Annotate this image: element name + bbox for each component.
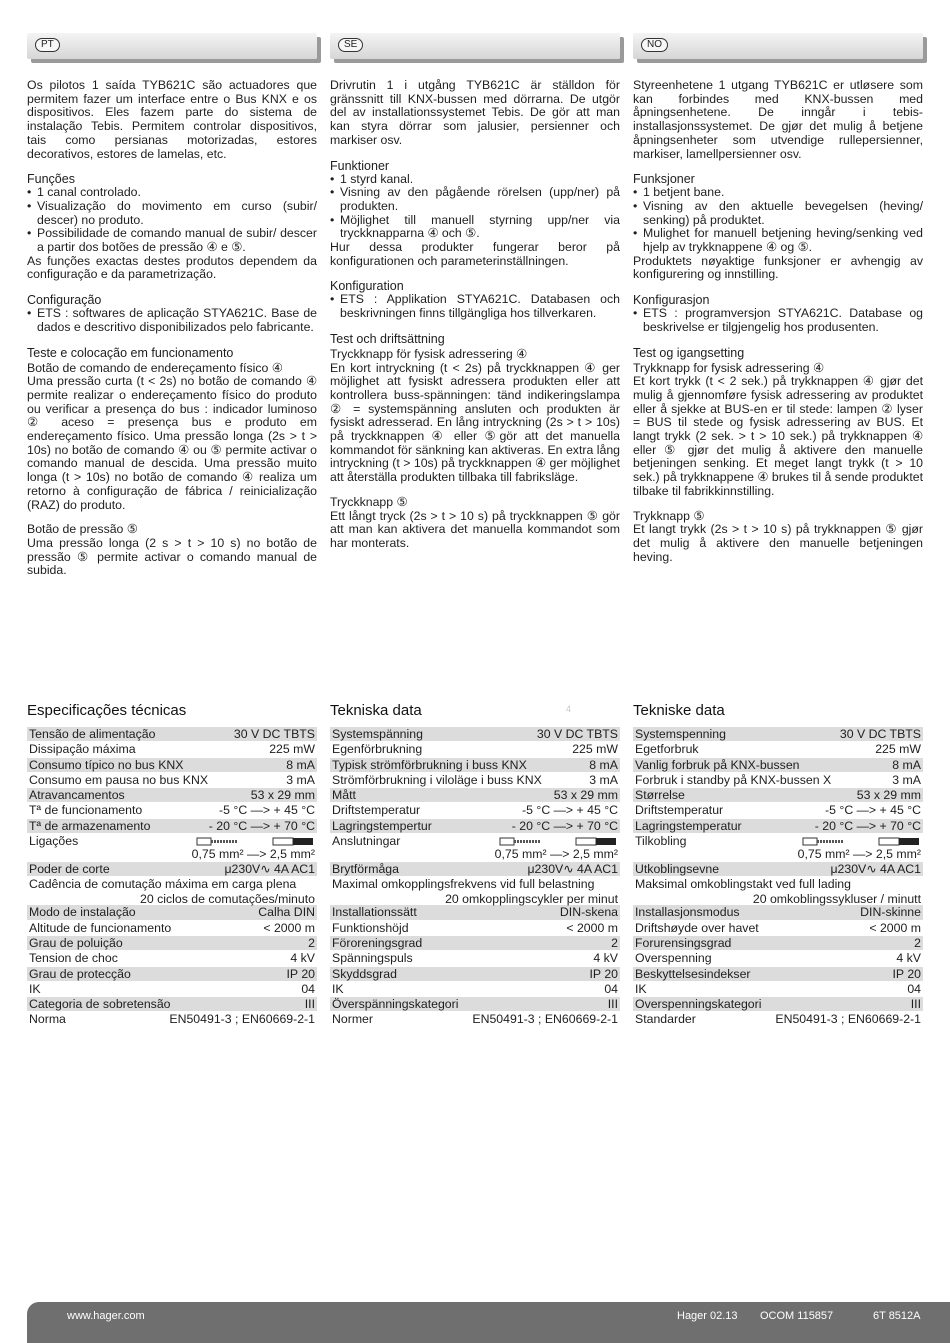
spec-value: EN50491-3 ; EN60669-2-1: [472, 1012, 618, 1027]
spec-row: [633, 877, 923, 905]
spec-value: IP 20: [589, 966, 618, 981]
function-item: • Possibilidade de comando manual de subir/ descer a partir dos botões de pressão ④ e ⑤.: [27, 227, 317, 254]
footer-bar: [27, 1302, 950, 1343]
spec-value: 30 V DC TBTS: [536, 727, 618, 741]
spec-row: [633, 862, 923, 877]
test-heading: Test og igangsetting: [633, 345, 745, 360]
spec-label: Lagringstemperatur: [635, 818, 742, 833]
function-item: • Visning av den pågående rörelsen (upp/ner) på produkten.: [330, 186, 620, 213]
spec-value: DIN-skinne: [860, 905, 921, 920]
column-body: [27, 79, 317, 578]
spec-label: Norma: [29, 1012, 66, 1027]
function-item: • Mulighet for manuell betjening heving/senking ved hjelp av trykknappene ④ og ⑤.: [633, 227, 923, 254]
spec-label: Tª de funcionamento: [29, 803, 143, 818]
spec-value: 0,75 mm² —> 2,5 mm²: [494, 847, 618, 862]
button4-text: Uma pressão curta (t < 2s) no botão de comando ④ permite realizar o endereçamento físico do produto ou verificar a presença do bus : indicador luminoso ② aceso = presença bus e produto em endereçamento físico. Uma pressão longa (2s > t > 10s) no botão de comando ④ ou ⑤ permite activar o comando manual de descida. Uma pressão muito longa (t > 10s) no botão de comando ④ realiza um retorno à configuração de fábrica / reinicialização (RAZ) do produto.: [27, 374, 317, 512]
test-heading: Teste e colocação em funcionamento: [27, 345, 234, 360]
spec-label: Forbruk i standby på KNX-bussen X: [635, 772, 832, 787]
function-item: • 1 betjent bane.: [633, 186, 923, 200]
spec-label: Standarder: [635, 1012, 696, 1027]
spec-row: [27, 862, 317, 877]
functions-note: Produktets nøyaktige funksjoner er avhengig av konfigurering og innstilling.: [633, 253, 923, 282]
spec-label: Egetforbruk: [635, 742, 699, 757]
language-header-bar: [27, 33, 317, 59]
configuration-heading: Konfiguration: [330, 279, 404, 294]
spec-row: [633, 773, 923, 788]
spec-row: [633, 727, 923, 742]
text-column-se: [330, 33, 620, 551]
spec-label: Tª de armazenamento: [29, 818, 151, 833]
spec-label: Cadência de comutação máxima em carga plena: [29, 877, 297, 892]
function-item: • Möjlighet till manuell styrning upp/ner via tryckknapparna ④ och ⑤.: [330, 214, 620, 241]
spec-value: 4 kV: [290, 951, 315, 966]
spec-row: [330, 951, 620, 966]
language-badge: NO: [641, 38, 668, 52]
spec-value: 20 omkopplingscykler per minut: [445, 891, 618, 906]
spec-label: Tension de choc: [29, 951, 118, 966]
spec-row: [27, 905, 317, 920]
spec-row: [330, 877, 620, 905]
spec-row: [27, 982, 317, 997]
spec-row: [27, 788, 317, 803]
spec-row: [633, 819, 923, 834]
spec-label: Overspenningskategori: [635, 997, 762, 1012]
spec-value: III: [304, 997, 315, 1012]
spec-row: [27, 921, 317, 936]
wire-icon: [195, 837, 315, 847]
spec-row: [27, 727, 317, 742]
footer-ocom: OCOM 115857: [760, 1310, 834, 1322]
spec-value: EN50491-3 ; EN60669-2-1: [775, 1012, 921, 1027]
intro-paragraph: Os pilotos 1 saída TYB621C são actuadores que permitem fazer um interface entre o Bus KNX e os dispositivos. Eles fazem parte do sistema de instalação Tebis. Permitem controlar dispositivos, tais como persianas motorizadas, estores decorativos, estores de lamelas, etc.: [27, 78, 317, 161]
footer-ref: 6T 8512A: [873, 1310, 921, 1322]
spec-label: Categoria de sobretensão: [29, 997, 171, 1012]
spec-label: Consumo típico no bus KNX: [29, 757, 184, 772]
spec-row: [27, 742, 317, 757]
spec-label: Tilkobling: [635, 834, 687, 849]
spec-row: [27, 819, 317, 834]
spec-row: [330, 936, 620, 951]
test-heading: Test och driftsättning: [330, 331, 445, 346]
intro-paragraph: Drivrutin 1 i utgång TYB621C är ställdon för gränssnitt till KNX-bussen med dörrarna. De utgör del av installationssystemet Tebis. De gör att man kan styra dörrar som jalusier, persienner och markiser osv.: [330, 78, 620, 147]
spec-label: Atravancamentos: [29, 788, 125, 803]
spec-value: 2: [308, 935, 315, 950]
spec-value: < 2000 m: [869, 920, 921, 935]
button4-heading: Tryckknapp för fysisk adressering ④: [330, 346, 528, 361]
spec-value: 0,75 mm² —> 2,5 mm²: [191, 847, 315, 862]
spec-value: 04: [604, 981, 618, 996]
spec-row: [633, 834, 923, 862]
spec-label: Mått: [332, 788, 356, 803]
spec-row: [330, 727, 620, 742]
spec-row: [633, 967, 923, 982]
spec-label: Driftstemperatur: [635, 803, 724, 818]
spec-value: 0,75 mm² —> 2,5 mm²: [797, 847, 921, 862]
spec-value: μ230V∿ 4A AC1: [527, 862, 618, 877]
spec-row: [27, 967, 317, 982]
spec-label: Normer: [332, 1012, 373, 1027]
spec-value: 8 mA: [892, 757, 921, 772]
function-item: • Visualização do movimento em curso (subir/ descer) no produto.: [27, 200, 317, 227]
functions-heading: Funksjoner: [633, 172, 695, 187]
footer-url[interactable]: www.hager.com: [67, 1310, 145, 1322]
spec-value: III: [910, 997, 921, 1012]
spec-value: 3 mA: [589, 772, 618, 787]
spec-value: 225 mW: [875, 742, 921, 757]
button5-heading: Tryckknapp ⑤: [330, 494, 408, 509]
spec-label: Funktionshöjd: [332, 920, 409, 935]
spec-value: < 2000 m: [566, 920, 618, 935]
spec-row: [633, 997, 923, 1012]
spec-label: Grau de protecção: [29, 966, 131, 981]
button4-text: En kort intryckning (t < 2s) på tryckknappen ④ ger möjlighet att fysiskt adressera produkten eller att kontrollera buss-spänningen: tänd indikeringslampa ② = systemspänning ansluten och produkten är fysiskt adresserad. En lång intryckning (2s > t > 10s) på tryckknappen ④ eller ⑤gör att det manuella kommandot för sänkning kan aktiveras. En extra lång intryckning (t > 10s) på tryckknappen ④ ger möjlighet att återställa produkten tillbaka till fabriksläge.: [330, 360, 620, 485]
spec-value: - 20 °C —> + 70 °C: [208, 818, 315, 833]
configuration-item: • ETS : softwares de aplicação STYA621C. Base de dados e descritivo disponibilizados pelo fabricante.: [27, 307, 317, 334]
spec-value: EN50491-3 ; EN60669-2-1: [169, 1012, 315, 1027]
spec-label: Tensão de alimentação: [29, 727, 156, 741]
wire-icon: [498, 837, 618, 847]
spec-value: 8 mA: [589, 757, 618, 772]
spec-row: [27, 773, 317, 788]
spec-row: [27, 936, 317, 951]
configuration-heading: Konfigurasjon: [633, 293, 710, 308]
spec-label: Vanlig forbruk på KNX-bussen: [635, 757, 800, 772]
configuration-item: • ETS : Applikation STYA621C. Databasen och beskrivningen finns tillgängliga hos tillverkaren.: [330, 293, 620, 320]
spec-value: - 20 °C —> + 70 °C: [511, 818, 618, 833]
spec-label: IK: [635, 981, 647, 996]
spec-row: [633, 788, 923, 803]
spec-label: Driftstemperatur: [332, 803, 421, 818]
column-body: [330, 79, 620, 551]
spec-value: 04: [301, 981, 315, 996]
spec-value: -5 °C —> + 45 °C: [219, 803, 315, 818]
spec-row: [330, 819, 620, 834]
function-item: • 1 canal controlado.: [27, 186, 317, 200]
spec-row: [330, 834, 620, 862]
spec-value: 4 kV: [593, 951, 618, 966]
column-body: [633, 79, 923, 564]
spec-row: [633, 921, 923, 936]
spec-label: IK: [29, 981, 41, 996]
spec-value: 30 V DC TBTS: [233, 727, 315, 741]
spec-title: Tekniske data: [633, 702, 725, 719]
spec-title: Tekniska data: [330, 702, 422, 719]
spec-value: IP 20: [286, 966, 315, 981]
spec-value: 53 x 29 mm: [856, 788, 921, 803]
spec-value: III: [607, 997, 618, 1012]
spec-label: Consumo em pausa no bus KNX: [29, 772, 209, 787]
spec-label: Skyddsgrad: [332, 966, 397, 981]
spec-value: 3 mA: [286, 772, 315, 787]
spec-row: [633, 742, 923, 757]
spec-label: Typisk strömförbrukning i buss KNX: [332, 757, 527, 772]
spec-value: -5 °C —> + 45 °C: [825, 803, 921, 818]
spec-label: Maksimal omkoblingstakt ved full lading: [635, 877, 851, 892]
spec-value: 2: [611, 935, 618, 950]
spec-row: [330, 967, 620, 982]
wire-diagram: [797, 834, 921, 862]
spec-label: Forurensingsgrad: [635, 935, 732, 950]
spec-value: 225 mW: [269, 742, 315, 757]
spec-label: Systemspenning: [635, 727, 726, 741]
wire-diagram: [191, 834, 315, 862]
spec-label: Maximal omkopplingsfrekvens vid full belastning: [332, 877, 595, 892]
spec-row: [633, 1012, 923, 1027]
spec-label: Systemspänning: [332, 727, 423, 741]
spec-row: [330, 758, 620, 773]
spec-value: μ230V∿ 4A AC1: [830, 862, 921, 877]
spec-label: Størrelse: [635, 788, 685, 803]
spec-label: Lagringstempertur: [332, 818, 432, 833]
spec-label: Installasjonsmodus: [635, 905, 740, 920]
spec-row: [330, 742, 620, 757]
spec-value: 20 ciclos de comutações/minuto: [140, 891, 315, 906]
function-item: • Visning av den aktuelle bevegelsen (heving/ senking) på produktet.: [633, 200, 923, 227]
language-badge: PT: [35, 38, 60, 52]
spec-label: Anslutningar: [332, 834, 401, 849]
spec-value: Calha DIN: [258, 905, 315, 920]
spec-table-no: [633, 702, 923, 1028]
spec-label: IK: [332, 981, 344, 996]
spec-label: Spänningspuls: [332, 951, 413, 966]
spec-label: Överspänningskategori: [332, 997, 459, 1012]
spec-label: Poder de corte: [29, 862, 110, 877]
configuration-item: • ETS : programversjon STYA621C. Database og beskrivelse er tilgjengelig hos produsenten.: [633, 307, 923, 334]
spec-value: 53 x 29 mm: [250, 788, 315, 803]
spec-value: 04: [907, 981, 921, 996]
spec-label: Utkoblingsevne: [635, 862, 720, 877]
spec-row: [330, 905, 620, 920]
spec-row: [330, 788, 620, 803]
spec-label: Egenförbrukning: [332, 742, 423, 757]
spec-row: [27, 803, 317, 818]
spec-label: Installationssätt: [332, 905, 417, 920]
button4-heading: Trykknapp for fysisk adressering ④: [633, 360, 824, 375]
spec-row: [330, 862, 620, 877]
spec-value: -5 °C —> + 45 °C: [522, 803, 618, 818]
spec-row: [27, 877, 317, 905]
configuration-heading: Configuração: [27, 293, 102, 308]
intro-paragraph: Styreenhetene 1 utgang TYB621C er utløsere som kan forbindes med KNX-bussen med åpningsenhetene. De inngår i tebis-installasjonssystemet. De gjør det mulig å betjene åpningsenheter som utvendige rullepersienner, markiser, lamellpersienner osv.: [633, 78, 923, 161]
spec-table-se: [330, 702, 620, 1028]
spec-value: 2: [914, 935, 921, 950]
wire-diagram: [494, 834, 618, 862]
language-badge: SE: [338, 38, 363, 52]
spec-label: Dissipação máxima: [29, 742, 136, 757]
spec-label: Grau de poluição: [29, 935, 123, 950]
spec-row: [633, 951, 923, 966]
spec-row: [633, 758, 923, 773]
button4-text: Et kort trykk (t < 2 sek.) på trykknappen ④ gjør det mulig å gjennomføre fysisk adressering av produktet eller å sjekke at BUS-en er til stede: lampen ② lyser = BUS til stede og fysisk adressering av BUS. Et langt trykk (2 sek. > t > 10 sek.) på trykknappen ④ eller ⑤ gjør det mulig å aktivere den manuelle betjeningen senking. Et meget langt trykk (t > 10 sek.) på trykknappene ④ brukes til å sende produktet tilbake til fabrikkinnstilling.: [633, 374, 923, 498]
spec-row: [330, 921, 620, 936]
button5-text: Ett långt tryck (2s > t > 10 s) på tryckknappen ⑤ gör att man kan aktivera det manuella kommandot som har monterats.: [330, 508, 620, 550]
spec-table-pt: [27, 702, 317, 1028]
spec-row: [330, 982, 620, 997]
spec-value: 20 omkoblingssykluser / minutt: [752, 891, 921, 906]
spec-label: Föroreningsgrad: [332, 935, 423, 950]
button5-text: Uma pressão longa (2 s > t > 10 s) no botão de pressão ⑤ permite activar o comando manual de subida.: [27, 535, 317, 578]
spec-title: Especificações técnicas: [27, 702, 187, 719]
spec-label: Brytförmåga: [332, 862, 399, 877]
text-column-no: [633, 33, 923, 564]
spec-value: 53 x 29 mm: [553, 788, 618, 803]
wire-icon: [801, 837, 921, 847]
spec-label: Driftshøyde over havet: [635, 920, 759, 935]
button5-heading: Trykknapp ⑤: [633, 508, 705, 523]
spec-value: μ230V∿ 4A AC1: [224, 862, 315, 877]
spec-row: [330, 997, 620, 1012]
language-header-bar: [633, 33, 923, 59]
functions-note: As funções exactas destes produtos dependem da configuração e da parametrização.: [27, 253, 317, 282]
spec-label: Altitude de funcionamento: [29, 920, 172, 935]
button5-heading: Botão de pressão ⑤: [27, 522, 138, 537]
spec-value: 3 mA: [892, 772, 921, 787]
spec-value: < 2000 m: [263, 920, 315, 935]
spec-row: [27, 834, 317, 862]
spec-value: DIN-skena: [559, 905, 618, 920]
spec-value: 4 kV: [896, 951, 921, 966]
spec-row: [633, 982, 923, 997]
spec-row: [27, 1012, 317, 1027]
spec-row: [330, 803, 620, 818]
spec-value: 225 mW: [572, 742, 618, 757]
spec-value: 8 mA: [286, 757, 315, 772]
text-column-pt: [27, 33, 317, 578]
spec-label: Ligações: [29, 834, 79, 849]
function-item: • 1 styrd kanal.: [330, 173, 620, 187]
functions-heading: Funções: [27, 172, 75, 187]
spec-row: [27, 758, 317, 773]
footer-date: Hager 02.13: [677, 1310, 738, 1322]
spec-row: [27, 997, 317, 1012]
spec-row: [633, 803, 923, 818]
page-number: 4: [566, 704, 572, 714]
spec-label: Strömförbrukning i viloläge i buss KNX: [332, 772, 542, 787]
spec-row: [633, 936, 923, 951]
functions-note: Hur dessa produkter fungerar beror på konfigurationen och parameterinställningen.: [330, 240, 620, 268]
spec-row: [633, 905, 923, 920]
button4-heading: Botão de comando de endereçamento físico ④: [27, 360, 283, 375]
spec-row: [27, 951, 317, 966]
spec-row: [330, 773, 620, 788]
spec-label: Modo de instalação: [29, 905, 136, 920]
spec-row: [330, 1012, 620, 1027]
language-header-bar: [330, 33, 620, 59]
spec-value: 30 V DC TBTS: [839, 727, 921, 741]
spec-label: Beskyttelsesindekser: [635, 966, 751, 981]
spec-value: - 20 °C —> + 70 °C: [814, 818, 921, 833]
functions-heading: Funktioner: [330, 158, 390, 173]
spec-value: IP 20: [892, 966, 921, 981]
spec-label: Overspenning: [635, 951, 712, 966]
button5-text: Et langt trykk (2s > t > 10 s) på trykknappen ⑤ gjør det mulig å aktivere den manuelle betjeningen heving.: [633, 522, 923, 564]
